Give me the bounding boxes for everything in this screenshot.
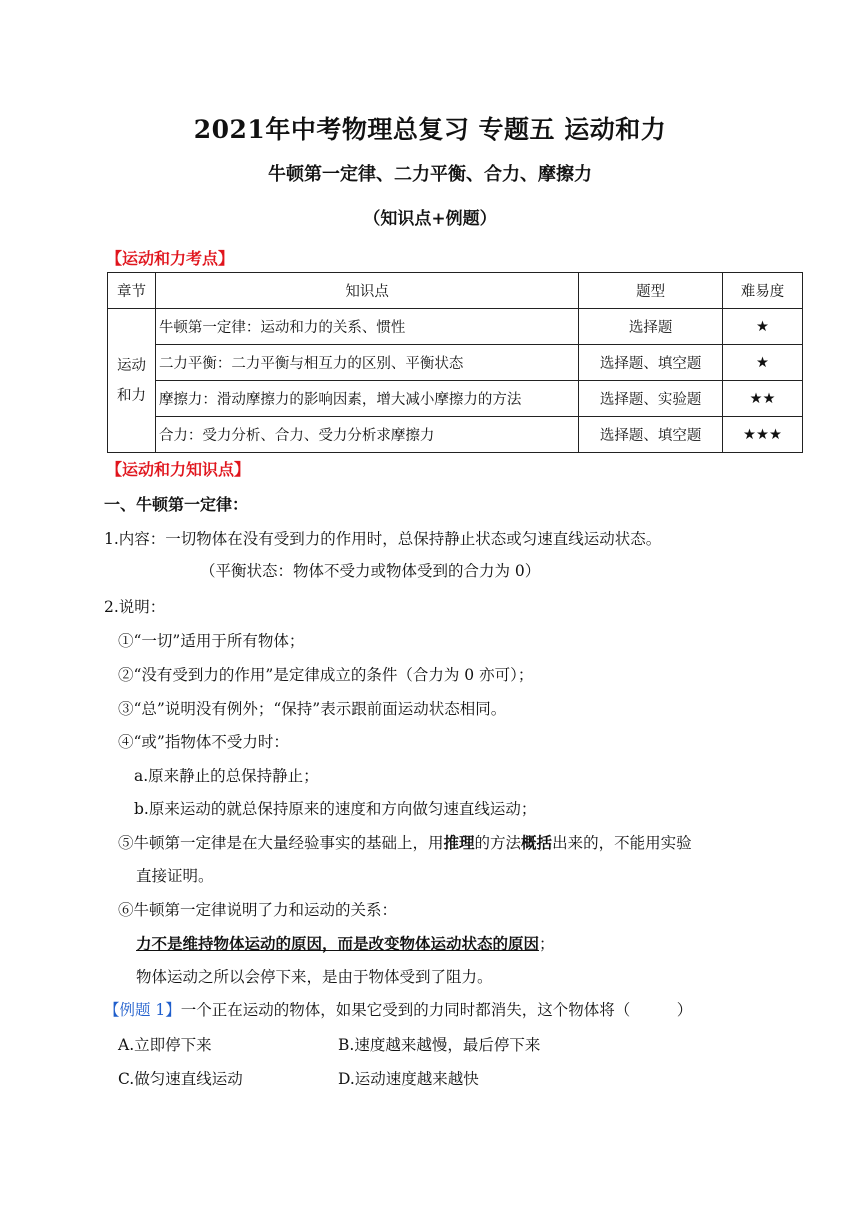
point-6-key-statement (136, 932, 555, 954)
point-4b: b.原来运动的就总保持原来的速度和方向做匀速直线运动； (134, 800, 537, 818)
table-cell-difficulty: ★★ (723, 381, 803, 417)
table-cell-point: 合力：受力分析、合力、受力分析求摩擦力 (155, 417, 578, 453)
page-title: 2021年中考物理总复习 专题五 运动和力 (193, 115, 667, 144)
page-subtitle-note: （知识点+例题） (363, 209, 497, 229)
option-c: C.做匀速直线运动 (118, 1070, 243, 1088)
point-6: ⑥牛顿第一定律说明了力和运动的关系： (118, 901, 398, 919)
point-6-key-end: ； (539, 935, 555, 953)
table-row (108, 345, 803, 381)
option-b: B.速度越来越慢，最后停下来 (338, 1036, 541, 1054)
chapter-line-1: 运动 (116, 357, 146, 374)
table-cell-type: 选择题、实验题 (579, 381, 723, 417)
point-6-key-text: 力不是维持物体运动的原因，而是改变物体运动状态的原因 (136, 934, 540, 953)
example-1-question-text: 一个正在运动的物体，如果它受到的力同时都消失，这个物体将（ ） (180, 1001, 693, 1019)
point-5-part-e: 出来的，不能用实验 (552, 834, 692, 852)
option-a: A.立即停下来 (118, 1036, 212, 1054)
table-header-type: 题型 (579, 273, 723, 309)
point-5 (118, 831, 692, 853)
point-5-part-c: 的方法 (474, 834, 522, 852)
point-5-keyword-reasoning: 推理 (443, 833, 475, 852)
table-header-point: 知识点 (155, 273, 578, 309)
table-row (108, 417, 803, 453)
exam-points-table (107, 272, 803, 453)
table-cell-point: 二力平衡：二力平衡与相互力的区别、平衡状态 (155, 345, 578, 381)
section-label-knowledge: 【运动和力知识点】 (106, 460, 251, 479)
section-label-exam-points: 【运动和力考点】 (106, 249, 235, 268)
point-5-part-a: ⑤牛顿第一定律是在大量经验事实的基础上，用 (118, 834, 444, 852)
table-row (108, 381, 803, 417)
example-1-label: 【例题 1】 (104, 1001, 181, 1019)
point-1: ①“一切”适用于所有物体； (118, 632, 305, 650)
example-1-question (104, 998, 692, 1020)
table-cell-type: 选择题、填空题 (579, 417, 723, 453)
point-6-tail: 物体运动之所以会停下来，是由于物体受到了阻力。 (136, 968, 493, 986)
point-3: ③“总”说明没有例外；“保持”表示跟前面运动状态相同。 (118, 700, 507, 718)
table-header-difficulty: 难易度 (723, 273, 803, 309)
point-4a: a.原来静止的总保持静止； (134, 767, 319, 785)
table-cell-difficulty: ★ (723, 309, 803, 345)
page-subtitle: 牛顿第一定律、二力平衡、合力、摩擦力 (268, 164, 592, 185)
table-header-row (108, 273, 803, 309)
point-5-keyword-summarize: 概括 (521, 833, 553, 852)
option-d: D.运动速度越来越快 (338, 1070, 479, 1088)
point-4: ④“或”指物体不受力时： (118, 733, 289, 751)
table-cell-difficulty: ★★★ (723, 417, 803, 453)
explain-label: 2.说明： (104, 598, 166, 616)
table-header-chapter: 章节 (108, 273, 156, 309)
heading-newton-first-law: 一、牛顿第一定律： (104, 495, 249, 514)
table-chapter-cell (108, 309, 156, 453)
table-cell-difficulty: ★ (723, 345, 803, 381)
table-cell-type: 选择题、填空题 (579, 345, 723, 381)
table-cell-type: 选择题 (579, 309, 723, 345)
point-2: ②“没有受到力的作用”是定律成立的条件（合力为 0 亦可）； (118, 666, 534, 684)
chapter-line-2: 和力 (116, 387, 146, 404)
table-row (108, 309, 803, 345)
table-cell-point: 摩擦力：滑动摩擦力的影响因素，增大减小摩擦力的方法 (155, 381, 578, 417)
point-5-continued: 直接证明。 (136, 867, 214, 885)
balance-note: （平衡状态：物体不受力或物体受到的合力为 0） (200, 562, 541, 580)
content-line: 1.内容：一切物体在没有受到力的作用时，总保持静止状态或匀速直线运动状态。 (104, 530, 662, 548)
table-cell-point: 牛顿第一定律：运动和力的关系、惯性 (155, 309, 578, 345)
